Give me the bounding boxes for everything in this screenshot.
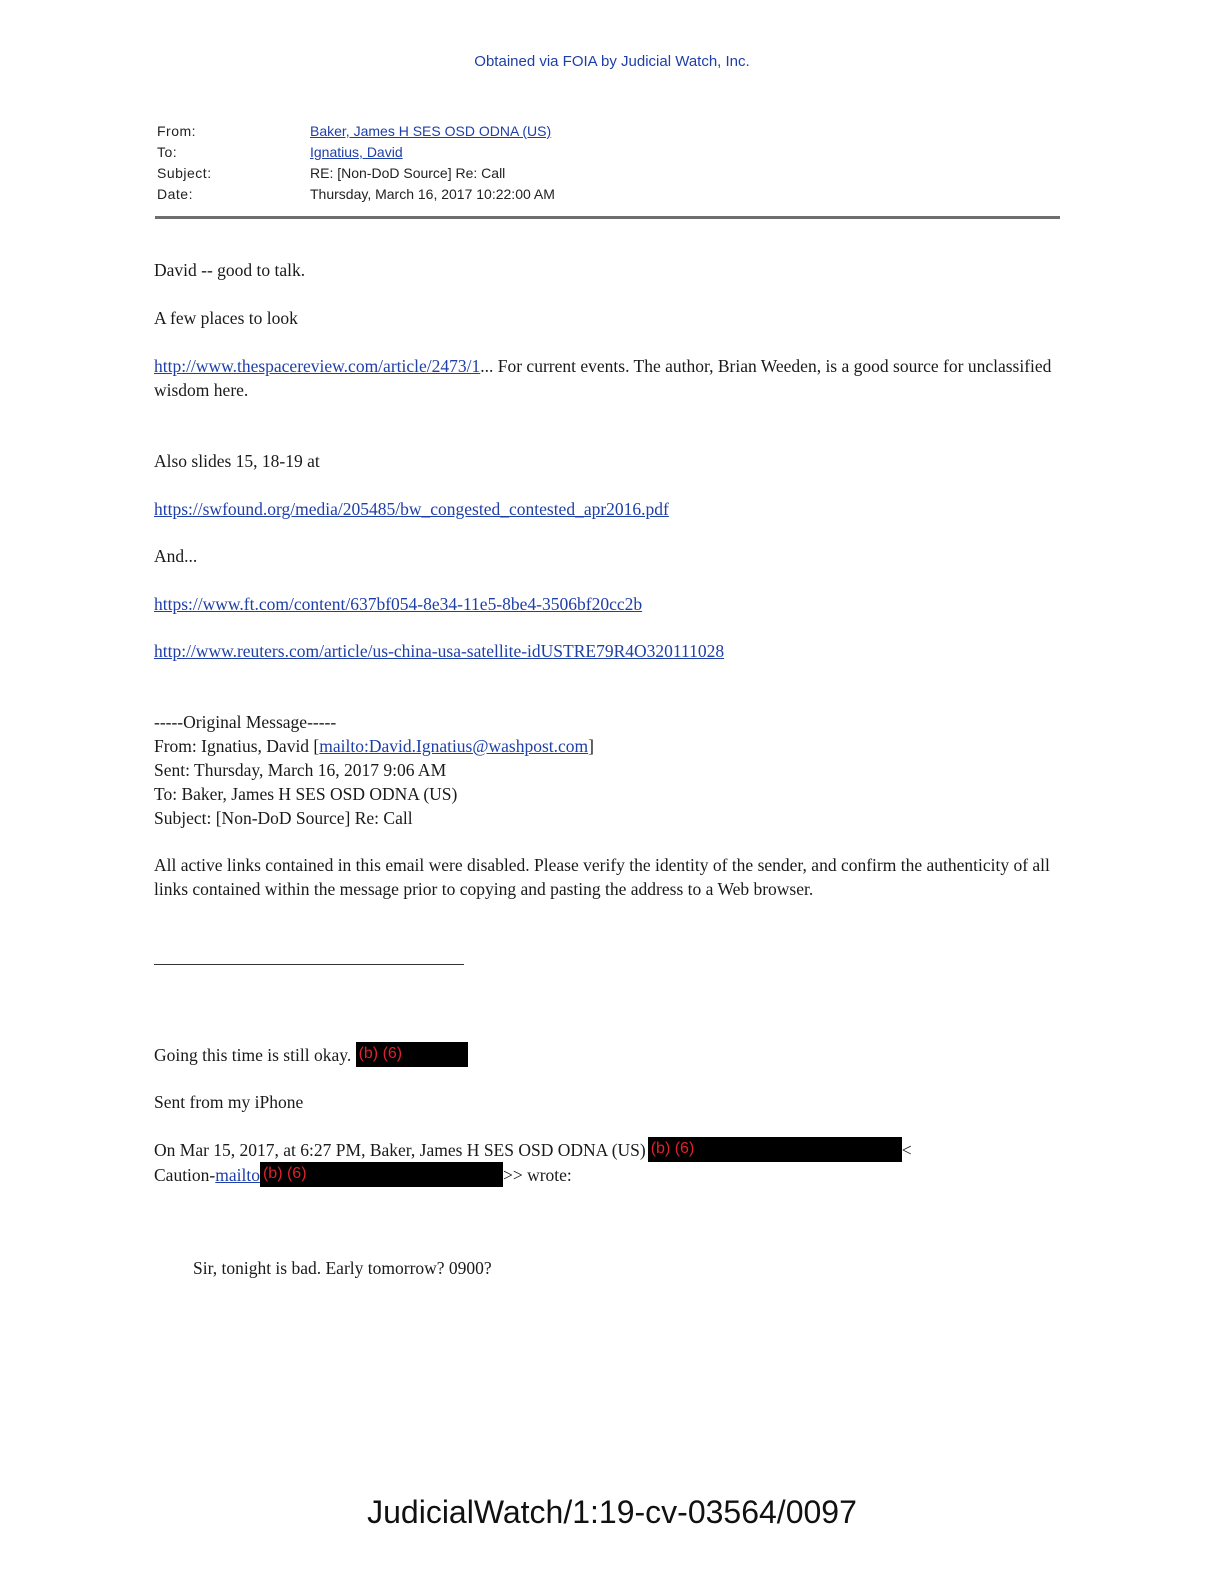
link1-description: ... For current events. The author, Brian Weeden, is a good source for unclassified wisdom here.	[154, 356, 1052, 400]
and-text: And...	[154, 546, 198, 566]
swfound-link[interactable]: https://swfound.org/media/205485/bw_congested_contested_apr2016.pdf	[154, 499, 669, 519]
disabled-links-notice: All active links contained in this email were disabled. Please verify the identity of the sender, and confirm the authenticity of all links contained within the message prior to copying and pasting the address to a Web browser.	[154, 855, 1050, 899]
quoted-message: Sir, tonight is bad. Early tomorrow? 0900?	[193, 1258, 492, 1278]
bates-number: JudicialWatch/1:19-cv-03564/0097	[367, 1494, 857, 1530]
to-link[interactable]: Ignatius, David	[310, 144, 403, 160]
on-date-paragraph: On Mar 15, 2017, at 6:27 PM, Baker, James H SES OSD ODNA (US) (b) (6) < Caution-mailto (b) (6) >> wrote:	[154, 1137, 1074, 1187]
link2-paragraph	[154, 497, 1074, 521]
to-label: To:	[157, 144, 178, 160]
ft-link[interactable]: https://www.ft.com/content/637bf054-8e34-11e5-8be4-3506bf20cc2b	[154, 594, 643, 614]
going-paragraph	[154, 1042, 1074, 1067]
foia-banner: Obtained via FOIA by Judicial Watch, Inc.	[474, 53, 750, 70]
on-date-text: On Mar 15, 2017, at 6:27 PM, Baker, James H SES OSD ODNA (US)	[154, 1140, 646, 1160]
intro-text: A few places to look	[154, 308, 298, 328]
header-divider	[155, 216, 1060, 219]
redaction-box: (b) (6)	[260, 1162, 503, 1187]
original-sent: Sent: Thursday, March 16, 2017 9:06 AM	[154, 760, 447, 780]
original-from: From: Ignatius, David [mailto:David.Ignatius@washpost.com]	[154, 736, 594, 756]
from-label: From:	[157, 123, 197, 139]
date-label: Date:	[157, 186, 193, 202]
original-heading: -----Original Message-----	[154, 712, 337, 732]
mailto-ignatius-link[interactable]: mailto:David.Ignatius@washpost.com	[319, 736, 589, 756]
redaction-box: (b) (6)	[648, 1137, 902, 1162]
sent-from-iphone: Sent from my iPhone	[154, 1092, 304, 1112]
link3-paragraph	[154, 592, 1074, 616]
original-subject: Subject: [Non-DoD Source] Re: Call	[154, 808, 413, 828]
signature-divider	[154, 964, 464, 965]
subject-label: Subject:	[157, 165, 212, 181]
reuters-link[interactable]: http://www.reuters.com/article/us-china-usa-satellite-idUSTRE79R4O320111028	[154, 641, 725, 661]
going-text: Going this time is still okay.	[154, 1045, 352, 1065]
slides-text: Also slides 15, 18-19 at	[154, 451, 320, 471]
greeting: David -- good to talk.	[154, 260, 306, 280]
link4-paragraph	[154, 639, 1074, 663]
original-to: To: Baker, James H SES OSD ODNA (US)	[154, 784, 458, 804]
from-link[interactable]: Baker, James H SES OSD ODNA (US)	[310, 123, 552, 139]
date-value: Thursday, March 16, 2017 10:22:00 AM	[310, 186, 555, 202]
original-message-block	[154, 710, 1074, 830]
wrote-text: >> wrote:	[502, 1165, 572, 1185]
link1-paragraph	[154, 354, 1074, 402]
spacereview-link[interactable]: http://www.thespacereview.com/article/2473/1	[154, 356, 481, 376]
redaction-box: (b) (6)	[356, 1042, 468, 1067]
caution-mailto-link[interactable]: mailto	[215, 1165, 260, 1185]
subject-value: RE: [Non-DoD Source] Re: Call	[310, 165, 506, 181]
